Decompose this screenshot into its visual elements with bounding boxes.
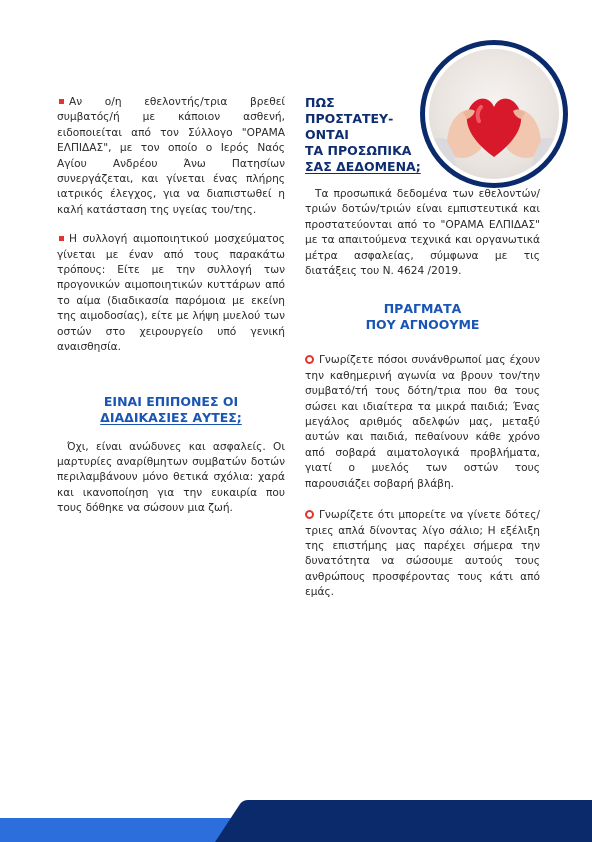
red-circle-bullet-icon	[305, 355, 314, 364]
heading-line: ΟΝΤΑΙ	[305, 127, 349, 142]
heart-in-hands-photo	[420, 40, 568, 188]
left-paragraph-3: Όχι, είναι ανώδυνες και ασφαλείς. Οι μαρτυρίες αναρίθμητων συμβατών δοτών περιλαμβάνουν μόνο θετικά σχόλια: χαρά και ικανοποίηση για την ευκαιρία που τους δόθηκε να σώσουν μια ζωή.	[57, 440, 285, 515]
red-circle-bullet-icon	[305, 510, 314, 519]
right-paragraph-3	[305, 508, 540, 600]
heading-line: ΤΑ ΠΡΟΣΩΠΙΚΑ	[305, 143, 412, 158]
bottom-decorative-band	[0, 800, 592, 842]
red-square-bullet-icon	[59, 99, 64, 104]
left-paragraph-2-text: Η συλλογή αιμοποιητικού μοσχεύματος γίνεται με έναν από τους παρακάτω τρόπους: Είτε με την συλλογή των προγονικών αιμοποιητικών κυττάρων από το αίμα (διαδικασία παρόμοια με εκείνη της αιμοδοσίας), είτε με λήψη μυελού των οστών στο χειρουργείο υπό γενική αναισθησία.	[57, 233, 285, 354]
heading-line: ΣΑΣ ΔΕΔΟΜΕΝΑ;	[305, 159, 421, 174]
heading-painful-procedures	[57, 394, 285, 426]
heading-things-we-ignore	[305, 301, 540, 333]
heading-line: ΠΩΣ	[305, 95, 335, 110]
heading-line: ΠΡΟΣΤΑΤΕΥ-	[305, 111, 394, 126]
heading-line: ΕΙΝΑΙ ΕΠΙΠΟΝΕΣ ΟΙ	[103, 393, 239, 409]
heart-in-hands-icon	[429, 49, 559, 179]
photo-frame	[429, 49, 559, 179]
right-paragraph-1: Τα προσωπικά δεδομένα των εθελοντών/τριών δοτών/τριών είναι εμπιστευτικά και προστατεύονται από το "ΟΡΑΜΑ ΕΛΠΙΔΑΣ" με τα απαιτούμενα τεχνικά και οργανωτικά μέτρα ασφαλείας, σύμφωνα με τις διατάξεις του Ν. 4624 /2019.	[305, 188, 540, 278]
heading-line: ΠΡΑΓΜΑΤΑ	[383, 301, 462, 317]
left-paragraph-1-text: Αν ο/η εθελοντής/τρια βρεθεί συμβατός/ή με κάποιον ασθενή, ειδοποιείται από τον Σύλλογο "ΟΡΑΜΑ ΕΛΠΙΔΑΣ", με τον οποίο ο Ιερός Ναός Αγίου Ανδρέου Άνω Πατησίων συνεργάζεται, και γίνεται ένας πλήρης ιατρικός έλεγχος, για να διαπιστωθεί η καλή κατάσταση της υγείας του/της.	[57, 96, 285, 216]
heading-line: ΔΙΑΔΙΚΑΣΙΕΣ ΑΥΤΕΣ;	[100, 409, 242, 425]
left-paragraph-1	[57, 95, 285, 218]
left-paragraph-2	[57, 232, 285, 355]
left-column	[57, 95, 285, 517]
heading-line: ΠΟΥ ΑΓΝΟΟΥΜΕ	[365, 317, 480, 333]
red-square-bullet-icon	[59, 236, 64, 241]
right-paragraph-2	[305, 353, 540, 492]
right-paragraph-3-text: Γνωρίζετε ότι μπορείτε να γίνετε δότες/τριες απλά δίνοντας λίγο σάλιο; Η εξέλιξη της επιστήμης μας παρέχει σήμερα την δυνατότητα να σώσουμε αυτούς τους ανθρώπους προσφέροντας τους κάτι από εμάς.	[305, 509, 540, 599]
right-paragraph-2-text: Γνωρίζετε πόσοι συνάνθρωποί μας έχουν την καθημερινή αγωνία να βρουν τον/την συμβατό/τή τους δότη/τρια που θα τους σώσει και ιδιαίτερα τα μικρά παιδιά; Ένας μεγάλος αριθμός αδελφών μας, μεταξύ αυτών και παιδιά, πεθαίνουν κάθε χρόνο από σοβαρά αιματολογικά προβλήματα, γιατί ο μυελός των οστών τους παρουσιάζει σοβαρή βλάβη.	[305, 354, 540, 490]
